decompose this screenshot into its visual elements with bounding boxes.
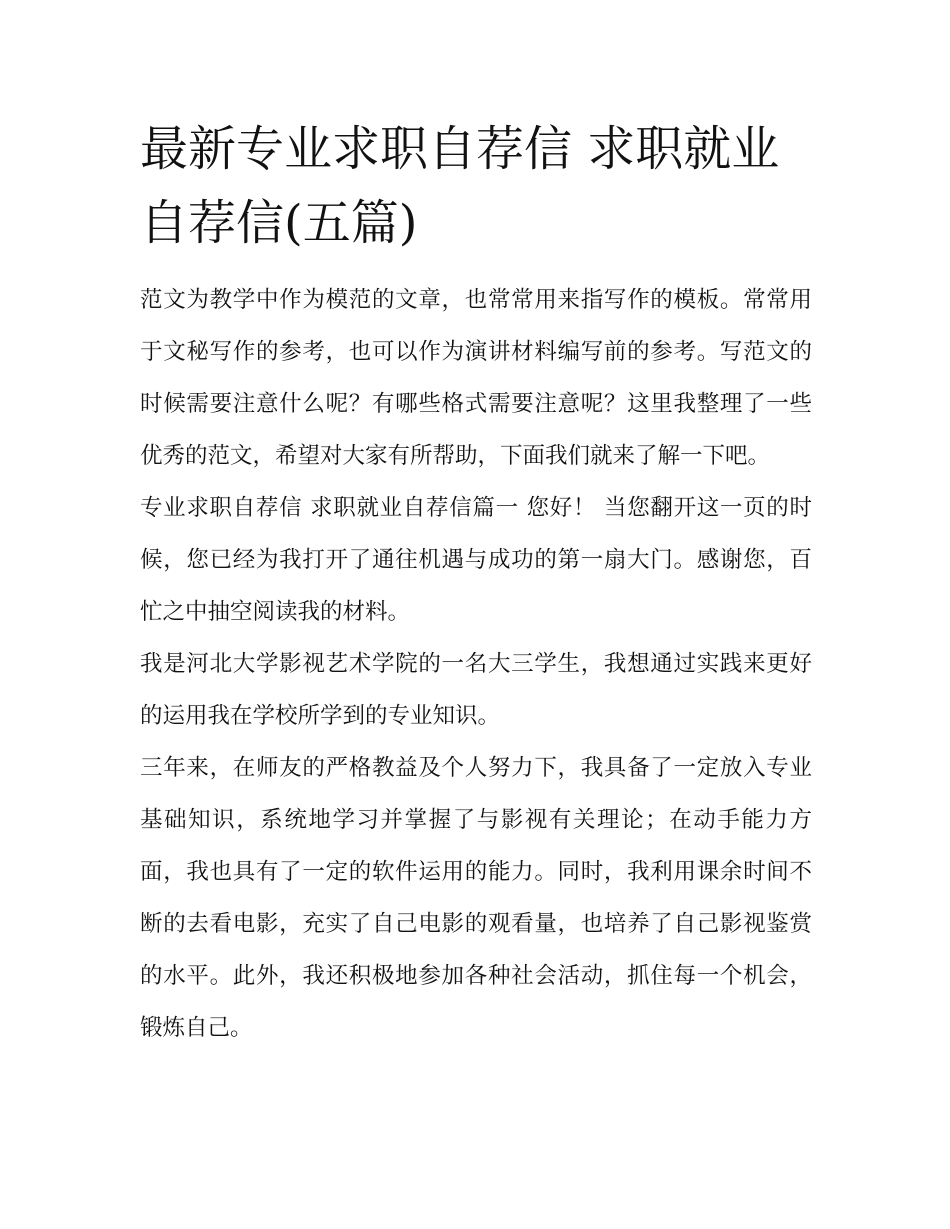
document-title: 最新专业求职自荐信 求职就业自荐信(五篇) xyxy=(140,121,780,251)
paragraph-greeting: 专业求职自荐信 求职就业自荐信篇一 您好！ 当您翻开这一页的时候，您已经为我打开了通往机遇与成功的第一扇大门。感谢您，百忙之中抽空阅读我的材料。 xyxy=(140,495,812,625)
paragraph-self-intro: 我是河北大学影视艺术学院的一名大三学生，我想通过实践来更好的运用我在学校所学到的专业知识。 xyxy=(140,651,812,729)
document-body xyxy=(140,112,812,1054)
paragraph-intro: 范文为教学中作为模范的文章，也常常用来指写作的模板。常常用于文秘写作的参考，也可以作为演讲材料编写前的参考。写范文的时候需要注意什么呢？有哪些格式需要注意呢？这里我整理了一些优秀的范文，希望对大家有所帮助，下面我们就来了解一下吧。 xyxy=(140,287,812,469)
paragraph-experience: 三年来，在师友的严格教益及个人努力下，我具备了一定放入专业基础知识，系统地学习并掌握了与影视有关理论；在动手能力方面，我也具有了一定的软件运用的能力。同时，我利用课余时间不断的去看电影，充实了自己电影的观看量，也培养了自己影视鉴赏的水平。此外，我还积极地参加各种社会活动，抓住每一个机会，锻炼自己。 xyxy=(140,755,812,1041)
